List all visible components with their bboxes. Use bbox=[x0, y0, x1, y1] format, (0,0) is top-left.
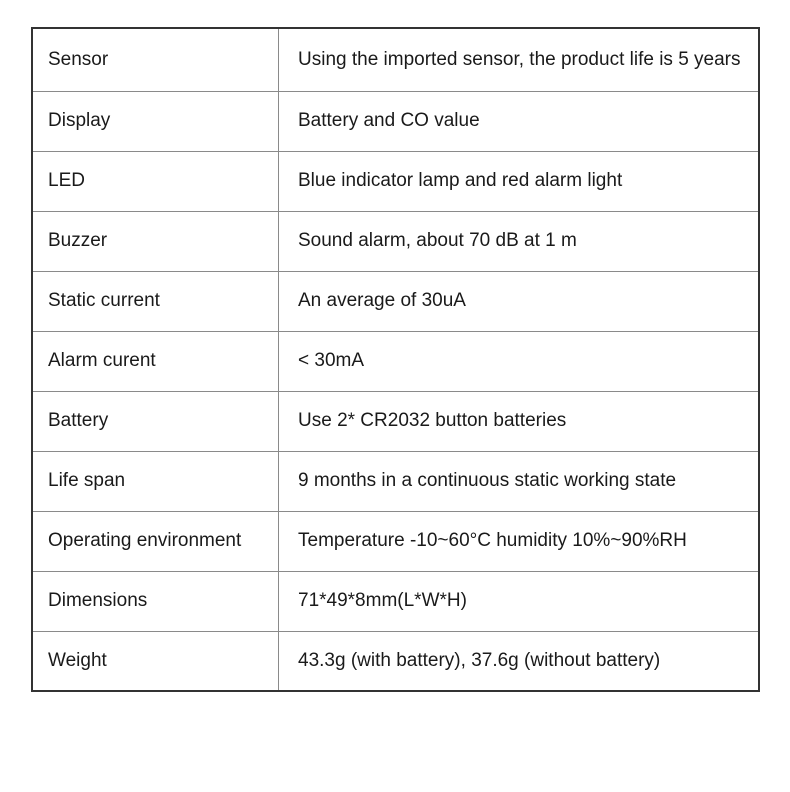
table-row bbox=[32, 511, 759, 571]
spec-label: Alarm curent bbox=[32, 331, 279, 391]
spec-value: 71*49*8mm(L*W*H) bbox=[279, 571, 760, 631]
spec-value: An average of 30uA bbox=[279, 271, 760, 331]
table-row bbox=[32, 451, 759, 511]
spec-label: LED bbox=[32, 151, 279, 211]
table-row bbox=[32, 391, 759, 451]
spec-label: Battery bbox=[32, 391, 279, 451]
spec-value: Blue indicator lamp and red alarm light bbox=[279, 151, 760, 211]
spec-table bbox=[31, 27, 760, 692]
spec-value: < 30mA bbox=[279, 331, 760, 391]
table-row bbox=[32, 271, 759, 331]
spec-label: Sensor bbox=[32, 28, 279, 91]
spec-value: Battery and CO value bbox=[279, 91, 760, 151]
spec-label: Display bbox=[32, 91, 279, 151]
table-row bbox=[32, 211, 759, 271]
spec-label: Life span bbox=[32, 451, 279, 511]
spec-label: Buzzer bbox=[32, 211, 279, 271]
spec-label: Weight bbox=[32, 631, 279, 691]
spec-value: 43.3g (with battery), 37.6g (without battery) bbox=[279, 631, 760, 691]
spec-value: Use 2* CR2032 button batteries bbox=[279, 391, 760, 451]
table-row bbox=[32, 571, 759, 631]
table-row bbox=[32, 151, 759, 211]
spec-value: Sound alarm, about 70 dB at 1 m bbox=[279, 211, 760, 271]
spec-value: Using the imported sensor, the product life is 5 years bbox=[279, 28, 760, 91]
spec-label: Dimensions bbox=[32, 571, 279, 631]
spec-label: Static current bbox=[32, 271, 279, 331]
table-row bbox=[32, 631, 759, 691]
table-row bbox=[32, 28, 759, 91]
spec-value: Temperature -10~60°C humidity 10%~90%RH bbox=[279, 511, 760, 571]
table-row bbox=[32, 91, 759, 151]
spec-label: Operating environment bbox=[32, 511, 279, 571]
table-row bbox=[32, 331, 759, 391]
spec-value: 9 months in a continuous static working state bbox=[279, 451, 760, 511]
